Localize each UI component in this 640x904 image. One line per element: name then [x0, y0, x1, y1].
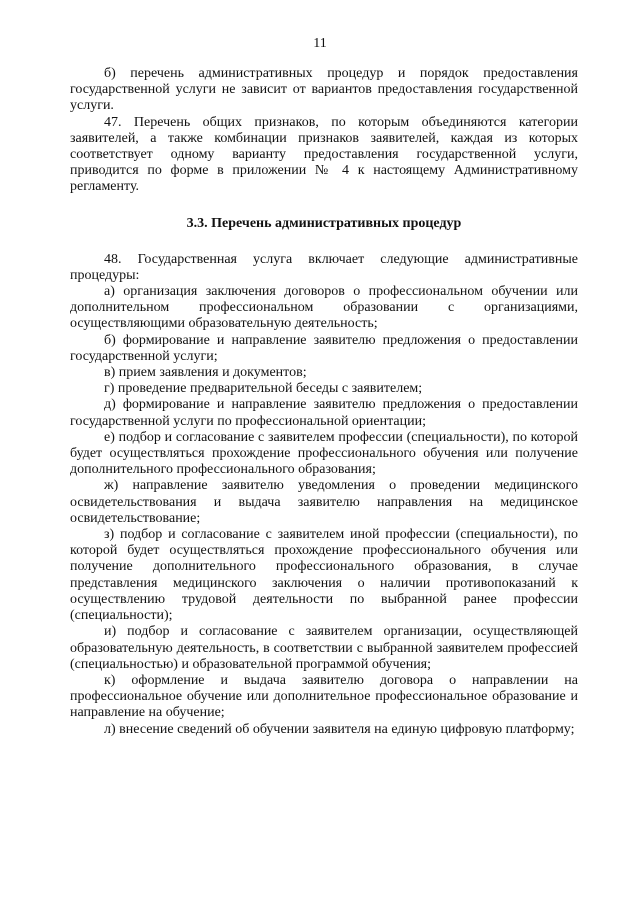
list-item-k: к) оформление и выдача заявителю договора о направлении на профессиональное обучение или дополнительное профессиональное образование и направление на обучение;	[70, 672, 578, 721]
list-item-e: е) подбор и согласование с заявителем профессии (специальности), по которой будет осуществляться прохождение профессионального обучения или получение дополнительного профессионального образования;	[70, 429, 578, 478]
list-item-b: б) формирование и направление заявителю предложения о предоставлении государственной услуги;	[70, 332, 578, 364]
paragraph-b-procedures: б) перечень административных процедур и порядок предоставления государственной услуги не зависит от вариантов предоставления государственной услуги.	[70, 66, 578, 114]
list-item-z: з) подбор и согласование с заявителем иной профессии (специальности), по которой будет осуществляться прохождение профессионального обучения или получение дополнительного профессионального образования, в случае представления медицинского заключения о наличии противопоказаний к осуществлению трудовой деятельности по выбранной ранее профессии (специальности);	[70, 527, 578, 624]
document-body	[70, 66, 578, 738]
list-item-g: г) проведение предварительной беседы с заявителем;	[104, 381, 423, 397]
list-item-d: д) формирование и направление заявителю предложения о предоставлении государственной услуги по профессиональной ориентации;	[70, 397, 578, 429]
list-item-v: в) прием заявления и документов;	[104, 365, 307, 381]
list-item-a: а) организация заключения договоров о профессиональном обучении или дополнительном профессиональном образовании с организациями, осуществляющими образовательную деятельность;	[70, 284, 578, 332]
list-item-l: л) внесение сведений об обучении заявителя на единую цифровую платформу;	[104, 721, 575, 737]
section-title: 3.3. Перечень административных процедур	[186, 215, 462, 231]
paragraph-47: 47. Перечень общих признаков, по которым объединяются категории заявителей, а также комбинации признаков заявителей, каждая из которых соответствует одному варианту предоставления государственной услуги, приводится по форме в приложении № 4 к настоящему Административному регламенту.	[70, 114, 578, 195]
page-number: 11	[313, 36, 327, 51]
paragraph-48-intro: 48. Государственная услуга включает следующие административные процедуры:	[70, 251, 578, 283]
list-item-i: и) подбор и согласование с заявителем организации, осуществляющей образовательную деятельность, в соответствии с выбранной заявителем профессией (специальностью) и образовательной программой обучения;	[70, 624, 578, 672]
list-item-zh: ж) направление заявителю уведомления о проведении медицинского освидетельствования и выдача заявителю направления на медицинское освидетельствование;	[70, 478, 578, 526]
